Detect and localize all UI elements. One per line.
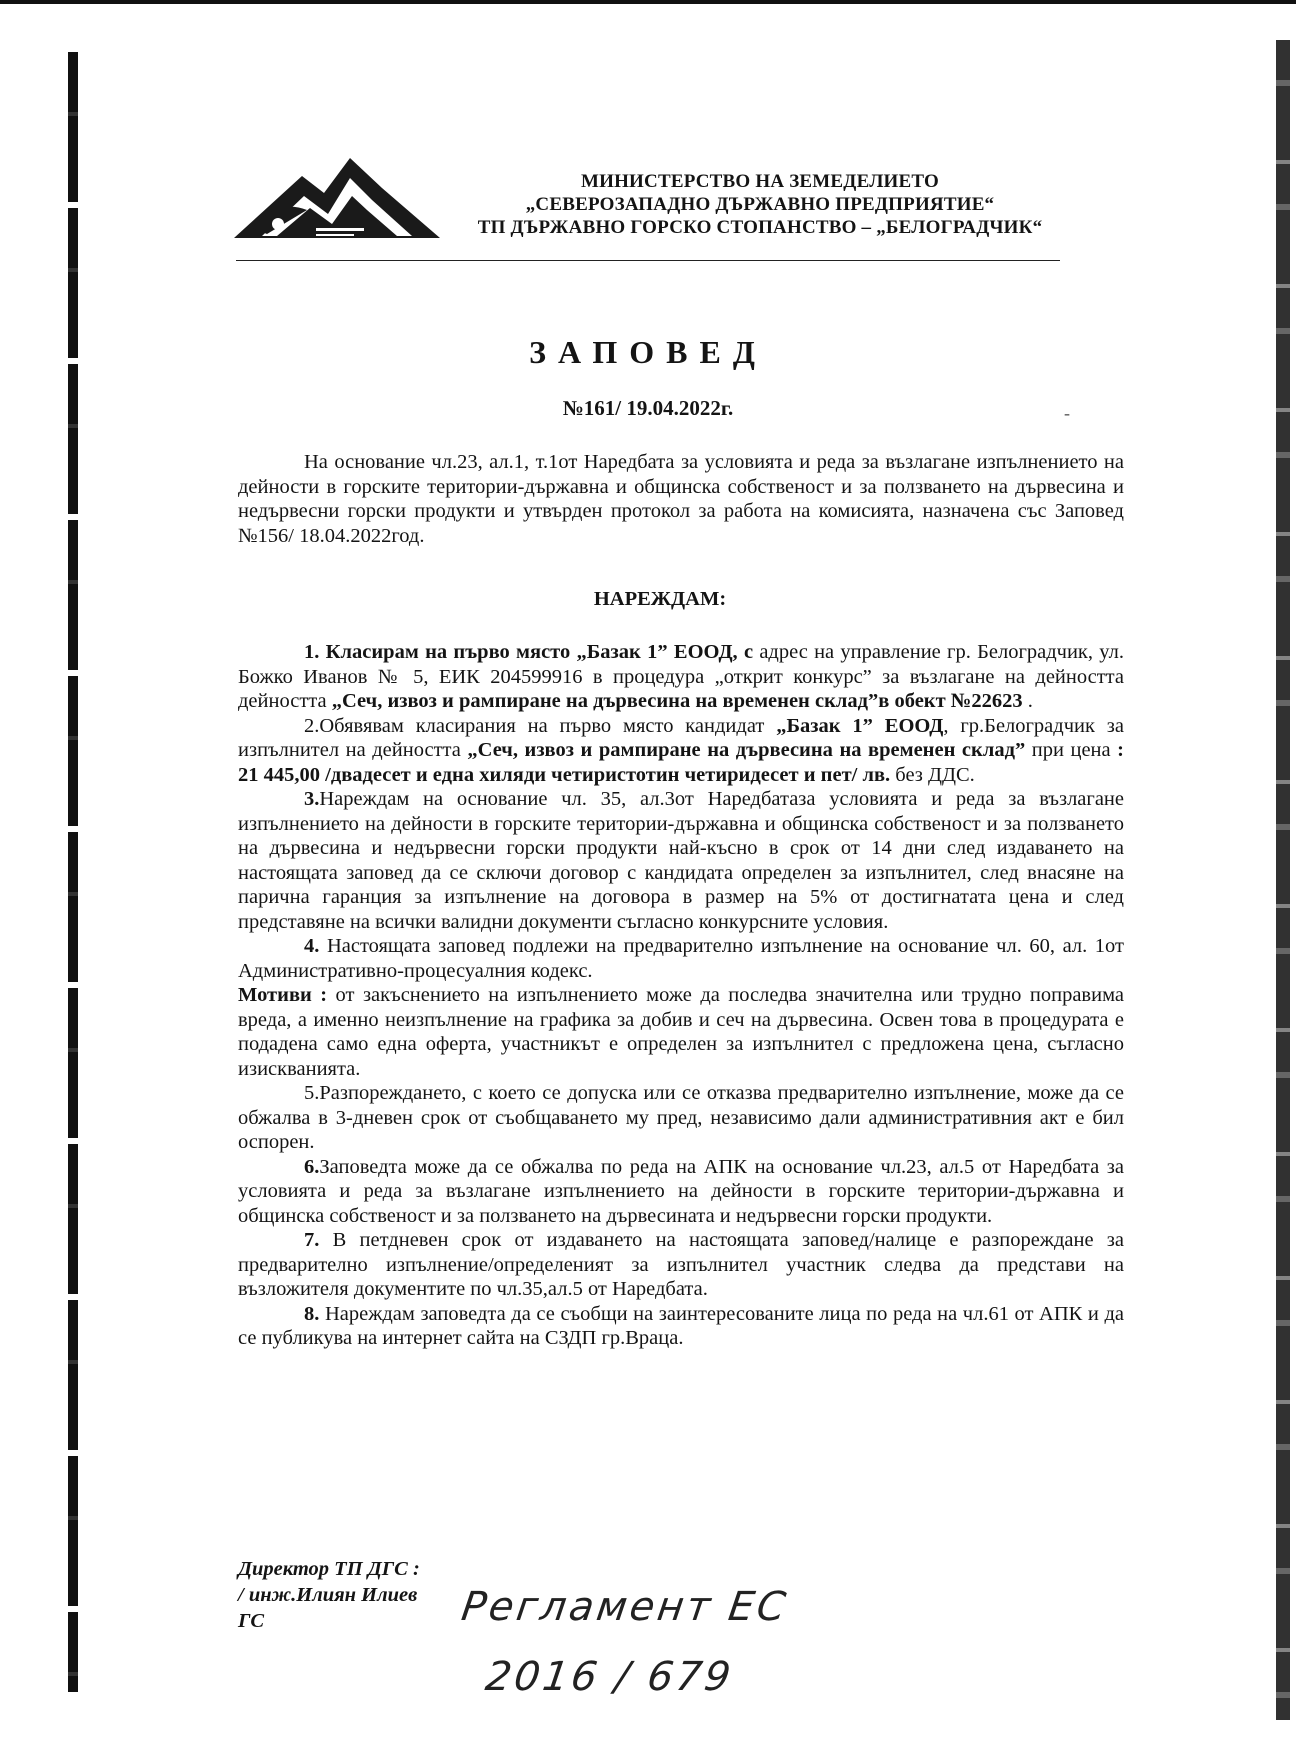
item-1-lead: 1. Класирам на първо място „Базак 1” ЕООД, с [304, 641, 754, 663]
item-8 [238, 1302, 1124, 1351]
item-4 [238, 934, 1124, 983]
signature-role: ГС [238, 1610, 265, 1632]
signature-block [238, 1556, 420, 1634]
item-2-company: „Базак 1” ЕООД [776, 714, 944, 737]
item-5: 5.Разпореждането, с което се допуска или се отказва предварително изпълнение, може да се обжалва в 3-дневен срок от съобщаването му пред, независимо дали административния акт е бил оспорен. [238, 1082, 1124, 1153]
item-3-text: Нареждам на основание чл. 35, ал.3от Наредбатаза условията и реда за възлагане изпълнението на дейности в горските територии-държавна и общинска собственост и за ползването на дървесина и недървесни горски продукти най-късно в срок от 14 дни след издаването на настоящата заповед да се сключи договор с кандидата определен за изпълнител, след внасяне на парична гаранция за изпълнение на договора в размер на 5% от достигнатата цена и след представяне на всички валидни документи съгласно конкурсните условия. [238, 788, 1124, 933]
item-4-number: 4. [304, 935, 320, 957]
item-1-end: . [1022, 690, 1033, 712]
item-2-text-c: при цена [1025, 739, 1118, 761]
item-1 [238, 640, 1124, 714]
organization-logo-icon [232, 148, 442, 248]
document-number: №161/ 19.04.2022г. [562, 396, 734, 420]
org-forestry: ТП ДЪРЖАВНО ГОРСКО СТОПАНСТВО – „БЕЛОГРАДЧИК“ [477, 217, 1043, 238]
item-7-text: В петдневен срок от издаването на настоящата заповед/налице е разпореждане за предварително изпълнение/определеният за изпълнител участник следва да представи на възложителя документите по чл.35,ал.5 от Наредбата. [238, 1229, 1124, 1300]
item-2-text-d: без ДДС. [890, 763, 975, 786]
org-ministry: МИНИСТЕРСТВО НА ЗЕМЕДЕЛИЕТО [580, 171, 940, 192]
item-1-activity: „Сеч, извоз и рампиране на дървесина на временен склад”в обект №22623 [331, 690, 1023, 712]
handwritten-note-regulation: Регламент ЕС [458, 1584, 792, 1630]
item-2-activity: „Сеч, извоз и рампиране на дървесина на временен склад” [467, 739, 1026, 761]
signature-name: / инж.Илиян Илиев [238, 1584, 418, 1606]
item-3-number: 3. [304, 788, 320, 810]
item-4-text: Настоящата заповед подлежи на предварително изпълнение на основание чл. 60, ал. 1от Административно-процесуалния кодекс. [238, 935, 1124, 982]
handwritten-note-number: 2016 / 679 [482, 1654, 737, 1700]
item-8-number: 8. [304, 1302, 320, 1325]
signature-title: Директор ТП ДГС : [238, 1558, 420, 1580]
intro-paragraph: На основание чл.23, ал.1, т.1от Наредбата за условията и реда за възлагане изпълнението на дейности в горските територии-държавна и общинска собственост и за ползването на дървесина и недървесни горски продукти и утвърден протокол за работа на комисията, назначена със Заповед №156/ 18.04.2022год. [238, 451, 1124, 547]
scan-left-shadow [68, 52, 78, 1692]
item-6-number: 6. [304, 1155, 320, 1178]
organization-header [450, 170, 1070, 239]
item-2-price: : 21 445,00 /двадесет и една хиляди четиристотин четиридесет и пет/ лв. [238, 739, 1124, 786]
order-heading: НАРЕЖДАМ: [593, 588, 727, 610]
org-enterprise: „СЕВЕРОЗАПАДНО ДЪРЖАВНО ПРЕДПРИЯТИЕ“ [525, 194, 995, 215]
motives-label: Мотиви : [238, 984, 328, 1006]
item-2-text-a: 2.Обявявам класирания на първо място кандидат [304, 714, 777, 737]
scan-mark: - [1064, 403, 1070, 423]
scan-top-edge [0, 0, 1296, 4]
item-3 [238, 787, 1124, 934]
item-1-text: адрес на управление гр. Белоградчик, ул. Божко Иванов № 5, ЕИК 204599916 в процедура „открит конкурс” за възлагане на дейността дейността [238, 641, 1124, 712]
scan-right-shadow [1276, 40, 1290, 1720]
item-7 [238, 1228, 1124, 1302]
header-divider [236, 260, 1060, 261]
intro-block [238, 450, 1124, 548]
order-items [238, 640, 1124, 1351]
item-2 [238, 714, 1124, 788]
item-2-text-b: , гр.Белоградчик за изпълнител на дейността [238, 714, 1125, 761]
item-6-text: Заповедта може да се обжалва по реда на АПК на основание чл.23, ал.5 от Наредбата за условията и реда за възлагане изпълнението на дейности в горските територии-държавна и общинска собственост и за ползването на дървесината и недървесни горски продукти. [238, 1155, 1124, 1227]
motives [238, 983, 1124, 1081]
motives-text: от закъснението на изпълнението може да последва значителна или трудно поправима вреда, а именно неизпълнение на графика за добив и сеч на дървесина. Освен това в процедурата е подадена само една оферта, участникът е определен за изпълнител с предложена цена, съгласно изискванията. [238, 984, 1125, 1080]
item-6 [238, 1155, 1124, 1229]
item-7-number: 7. [304, 1229, 320, 1251]
item-8-text: Нареждам заповедта да се съобщи на заинтересованите лица по реда на чл.61 от АПК и да се публикува на интернет сайта на СЗДП гр.Враца. [238, 1302, 1124, 1349]
document-title: ЗАПОВЕД [529, 334, 767, 370]
